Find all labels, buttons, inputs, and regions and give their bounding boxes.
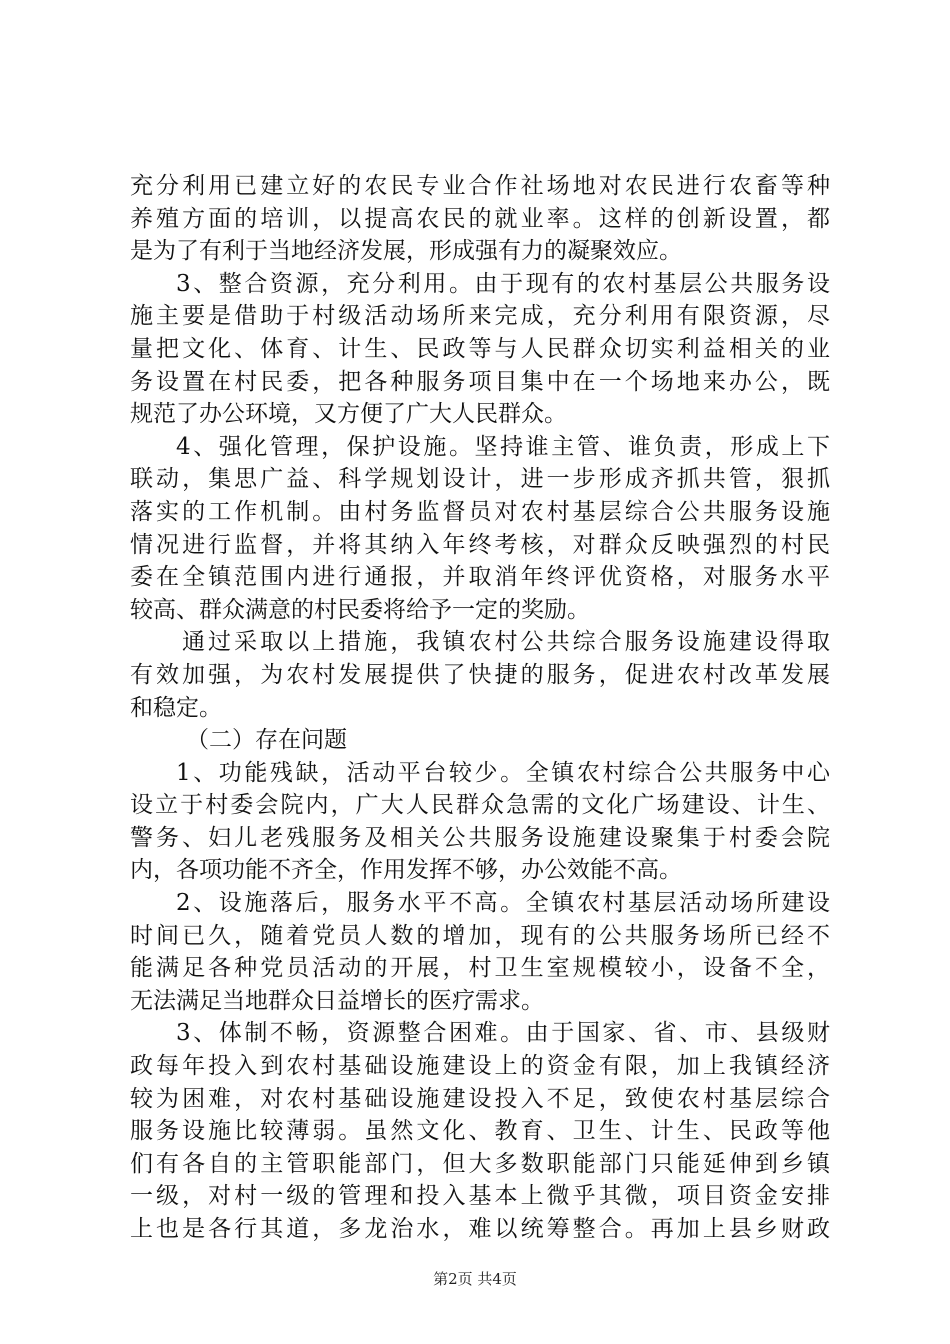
paragraph-line: 无法满足当地群众日益增长的医疗需求。 [130, 987, 544, 1014]
paragraph-line: 规范了办公环境，又方便了广大人民群众。 [130, 401, 567, 428]
paragraph-line: 们有各自的主管职能部门，但大多数职能部门只能延伸到乡镇 [130, 1150, 830, 1177]
paragraph-line: 一级，对村一级的管理和投入基本上微乎其微，项目资金安排 [130, 1183, 830, 1210]
paragraph-line: 设立于村委会院内，广大人民群众急需的文化广场建设、计生、 [130, 792, 830, 819]
paragraph-line: （二）存在问题 [186, 727, 347, 754]
paragraph-line: 3、整合资源，充分利用。由于现有的农村基层公共服务设 [176, 270, 830, 297]
document-body [130, 170, 830, 1246]
paragraph-line: 4、强化管理，保护设施。坚持谁主管、谁负责，形成上下 [176, 433, 830, 460]
paragraph-line: 委在全镇范围内进行通报，并取消年终评优资格，对服务水平 [130, 564, 830, 591]
paragraph-line: 通过采取以上措施，我镇农村公共综合服务设施建设得取 [182, 629, 830, 656]
paragraph-line: 警务、妇儿老残服务及相关公共服务设施建设聚集于村委会院 [130, 824, 830, 851]
paragraph-line: 1、功能残缺，活动平台较少。全镇农村综合公共服务中心 [176, 759, 830, 786]
paragraph-line: 是为了有利于当地经济发展，形成强有力的凝聚效应。 [130, 238, 682, 265]
paragraph-line: 较为困难，对农村基础设施建设投入不足，致使农村基层综合 [130, 1085, 830, 1112]
paragraph-line: 养殖方面的培训，以提高农民的就业率。这样的创新设置，都 [130, 205, 830, 232]
paragraph-line: 2、设施落后，服务水平不高。全镇农村基层活动场所建设 [176, 890, 830, 917]
paragraph-line: 务设置在村民委，把各种服务项目集中在一个场地来办公，既 [130, 368, 830, 395]
paragraph-line: 施主要是借助于村级活动场所来完成，充分利用有限资源，尽 [130, 303, 830, 330]
paragraph-line: 落实的工作机制。由村务监督员对农村基层综合公共服务设施 [130, 498, 830, 525]
paragraph-line: 充分利用已建立好的农民专业合作社场地对农民进行农畜等种 [130, 173, 830, 199]
paragraph-line: 服务设施比较薄弱。虽然文化、教育、卫生、计生、民政等他 [130, 1118, 830, 1145]
paragraph-line: 情况进行监督，并将其纳入年终考核，对群众反映强烈的村民 [130, 531, 830, 558]
paragraph-line: 联动，集思广益、科学规划设计，进一步形成齐抓共管，狠抓 [130, 466, 830, 493]
paragraph-line: 时间已久，随着党员人数的增加，现有的公共服务场所已经不 [130, 922, 830, 949]
paragraph-line: 政每年投入到农村基础设施建设上的资金有限，加上我镇经济 [130, 1053, 830, 1080]
paragraph-line: 内，各项功能不齐全，作用发挥不够，办公效能不高。 [130, 857, 682, 884]
paragraph-line: 能满足各种党员活动的开展，村卫生室规模较小，设备不全， [130, 955, 830, 982]
page-footer: 第2页 共4页 [433, 1270, 517, 1288]
paragraph-line: 和稳定。 [130, 694, 222, 721]
paragraph-line: 量把文化、体育、计生、民政等与人民群众切实利益相关的业 [130, 335, 830, 362]
paragraph-line: 3、体制不畅，资源整合困难。由于国家、省、市、县级财 [176, 1020, 830, 1047]
paragraph-line: 有效加强，为农村发展提供了快捷的服务，促进农村改革发展 [130, 661, 830, 688]
paragraph-line: 上也是各行其道，多龙治水，难以统筹整合。再加上县乡财政 [130, 1216, 830, 1242]
paragraph-line: 较高、群众满意的村民委将给予一定的奖励。 [130, 596, 590, 623]
